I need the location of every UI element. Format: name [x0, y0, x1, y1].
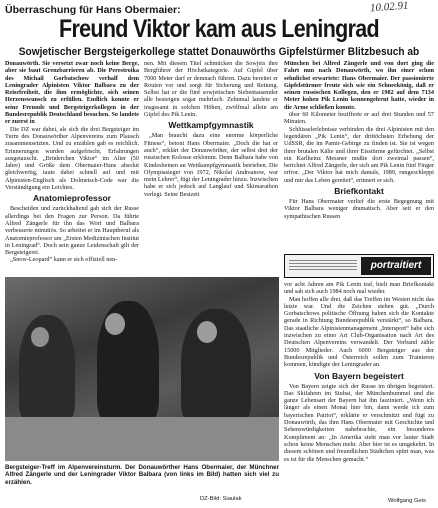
paragraph: Für Hans Obermaier verlief die erste Begegnung mit Viktor Balbara weniger dramatisch. Aber seit er den sympathischen Russen [284, 198, 434, 220]
photo-credit: DZ-Bild: Siaulak [200, 496, 242, 502]
article-photo [5, 277, 279, 461]
section-heading: Briefkontakt [334, 186, 384, 197]
column-3 [284, 60, 434, 278]
section-heading: Wettkampfgymnastik [168, 120, 254, 131]
photo-highlight [197, 321, 217, 343]
paragraph: nen. Mit diesem Titel schmücken die Sowjets ihre Bergführer der Höchstkategorie. Auf Gipfel über 7000 Meter darf er demnach führen. Dazu bereitet er Routen vor und sorgt für Sicherung und Rettung. Selbst hat er die fünf sowjetischen Siebentausender alle besteigen sogar mehrfach. Zehnmal landete er insgesamt in solchen Höhen, zwölfmal allein am Gipfel des Pik Lenin. [144, 60, 278, 119]
photo-highlight [31, 327, 49, 347]
paragraph: Von Bayern zeigte sich der Russe im übrigen begeistert. Das Skifahren im Stubai, der Münchenbummel und die ganze Lebensart der Bayern hat ihn fasziniert. „Wenn ich länger als einen Monat hier bin, dann werde ich zum bayerischen Patriot“, erklärte er verschmitzt und fügt zu Donauwörth, das ihm Hans Obermaier mit Geschichte und Sehenswürdigkeiten nahebrachte, ein besonderes Kompliment an: „In Amerika sieht man vor lauter Stadt schon keine Menschen mehr. Aber hier ist es umgekehrt. In diesem schönen und freundlichen Städtchen spürt man, was es ist für die Menschen gemacht.“ [284, 382, 434, 463]
column-1 [5, 60, 139, 274]
paragraph: Schlüsselerlebnisse verbinden die drei Alpinisten mit den legendären „Pik Lenin“, der drittöchsten Erhebung der UdSSR, die im Pamir-Gebirge zu finden ist. Sie ist wegen ihrer brutalen Kälte und ihrer Eisstürme gefürchtet. „Selbst ein Karlheinz Messner mußte dort zweimal passen“, berichtet Alfred Zängerle, der sich am Pik Lenin fünf Finger erfror. „Der Viktor hat mich damals, 1989, rungeschleppt und mir das Leben gerettet“, erinnert er sich. [284, 125, 434, 184]
badge-label: portraitiert [361, 257, 431, 275]
author-byline: Wolfgang Geis [388, 498, 426, 504]
lead-paragraph: Donauwörth. Sie versetzt zwar noch keine Berge, aber sie baut Grenzbarrieren ab. Die Perestroika des Michail Gorbatschow verhalf dem Leningrader Alpinisten Viktor Balbara zu der Reisefreiheit, die ihm ermöglichte, sich seinen Herzenswunsch zu erfüllen. Endlich konnte er seine Freunde und Bergsteigerkollegen in der Bundesrepublik Deutschland besuchen. So landete er zuerst in [5, 60, 139, 126]
paragraph: Man hoffen alle drei, daß das Treffen im Westen nicht das letzte war. Und die Zeichen stehen gut. „Durch Gorbatschows politische Öffnung haben sich die Kontakte gerade in Richtung Bundesrepublik verstärkt“, so Balbara. Das staatliche Alpinistenmanagement „Intersport“ habe sich inzwischen zu einer Art Club-Organisation nach Art des Deutschen Alpenvereins verwandelt. Der Verband zähle 15000 Mitglieder. Auch 6000 Bergsteiger aus der Bundesrepublik und Österreich sollen zum Trainieren kommen, kündigte der Leningrader an. [284, 295, 434, 369]
photo-highlight [105, 313, 125, 335]
photo-table [5, 417, 279, 461]
headline: Freund Viktor kam aus Leningrad [59, 15, 379, 43]
paragraph: vor acht Jahren am Pik Lenin traf, hielt man Briefkontakt und sah sich auch 1984 noch mal wieder. [284, 281, 434, 296]
paragraph: Die DZ war dabei, als sich die drei Bergsteiger im Turm des Donauwörther Alpenvereins zum Plausch zusammensetzten. Und zu erzählen gab es reichlich. Erinnerungen wurden aufgefrischt, Erfahrungen ausgetauscht. „Brüderchen Viktor“ im Alter (50 Jahre) und Größe dem Obermaier-Hans absolut gleichwertig, taute dabei schnell auf und mit Alpinisten-Englisch als Dolmetsch-Code war die Verständigung ein Leichtes. [5, 125, 139, 192]
paragraph: über 60 Kilometer bezifferte er auf drei Stunden und 57 Minuten. [284, 111, 434, 126]
column-2 [144, 60, 278, 274]
column-4 [284, 281, 434, 503]
paragraph: Bescheiden und zurückhaltend gab sich der Russe allerdings bei den Fragen zur Person. Da führte Alfred Zängerle für ihn das Wort und Balbara verbesserte minutiös. So arbeitet er im Hauptberuf als Anatomieprofessor am „Ersten Medizinischen Institut in Leningrad“. Doch sein ganze Leidenschaft gilt der Bergsteigerei. [5, 205, 139, 257]
photo-caption: Bergsteiger-Treff im Alpenvereinsturm. Der Donauwörther Hans Obermaier, der Münchner Alfred Zängerle und der Leningrader Viktor Balbara (von links im Bild) hatten sich viel zu erzählen. [5, 464, 279, 486]
paragraph: „Snow-Leopard“ kann er sich offiziell nen- [10, 256, 118, 264]
portrait-badge [284, 254, 434, 278]
section-heading: Von Bayern begeistert [314, 370, 404, 381]
subheadline: Sowjetischer Bergsteigerkollege stattet Donauwörths Gipfelstürmer Blitzbesuch ab [18, 46, 420, 58]
badge-decoration [289, 260, 357, 272]
handwritten-date: 10.02.91 [369, 0, 409, 15]
paragraph: München bei Alfred Zängerle und von dort ging die Fahrt nun nach Donauwörth, wo ihn einer schon sehnlichst erwartete: Hans Obermaier. Der passionierte Gipfelstürmer freute sich wie ein Schneekönig, daß er seinen russischen Kollegen, den er 1982 auf dem 7134 Meter hohen Pik Lenin kennengelernt hatte, wieder in die Arme schließen konnte. [284, 60, 434, 111]
paragraph: „Man braucht dazu eine enorme körperliche Fitness“, betont Hans Obermaier. „Doch die hat er auch“, erklärt der Donauwörther, der selbst drei der russischen Kolosse erklomm. Denn Balbara habe von Kindesbeinen an Wettkampfgymnastik betrieben. Die Olympiasieger von 1972, Nikolai Andreanow, war mein Lehrer“, fügt der Leningrader hinzu. Inzwischen habe er sich jedoch auf Langlauf und Skimarathon verlegt. Seine Bestzeit [144, 132, 278, 198]
section-heading: Anatomieprofessor [33, 193, 111, 204]
kicker-line: Überraschung für Hans Obermaier: [5, 4, 181, 16]
